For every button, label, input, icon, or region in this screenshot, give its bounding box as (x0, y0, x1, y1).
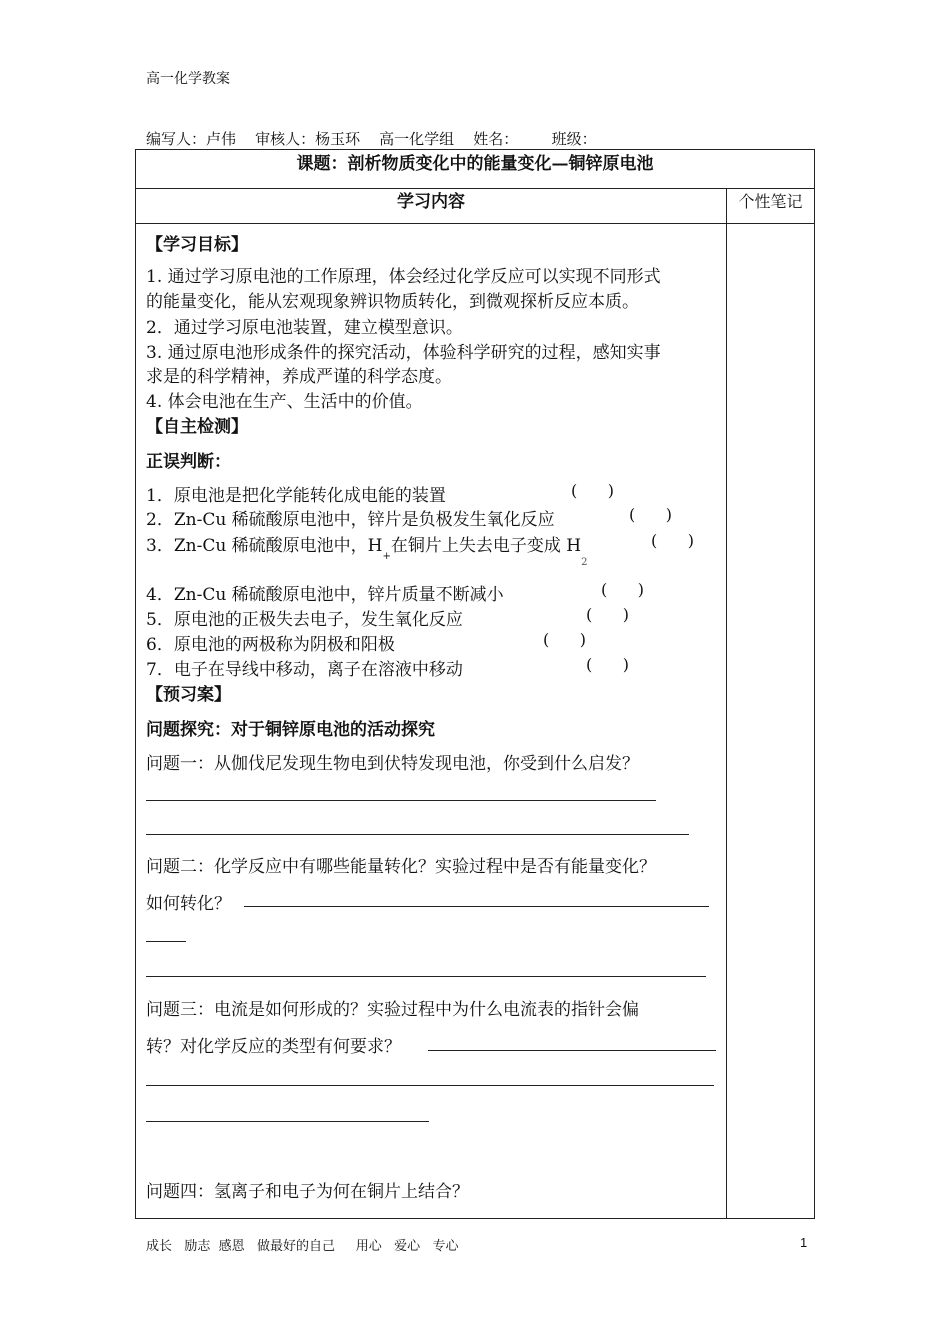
judgement-item-2: 2．Zn-Cu 稀硫酸原电池中，锌片是负极发生氧化反应 (146, 510, 555, 530)
footer-motto: 成长 励志 感恩 做最好的自己 用心 爱心 专心 (146, 1239, 459, 1254)
item-3-text-a: 3．Zn-Cu 稀硫酸原电池中，H (146, 536, 383, 556)
judgement-heading: 正误判断： (146, 452, 231, 472)
answer-blank-5[interactable]: ( ) (586, 605, 629, 624)
judgement-item-7: 7．电子在导线中移动，离子在溶液中移动 (146, 660, 463, 680)
question-1: 问题一：从伽伐尼发现生物电到伏特发现电池，你受到什么启发？ (146, 754, 639, 774)
answer-line-q3-b[interactable] (146, 1085, 714, 1086)
author-line: 编写人：卢伟 审核人：杨玉环 高一化学组 姓名： 班级： (146, 130, 597, 148)
column-divider (726, 189, 727, 1218)
column-header-content: 学习内容 (397, 192, 465, 212)
inquiry-heading: 问题探究：对于铜锌原电池的活动探究 (146, 720, 435, 740)
goal-3-line-1: 3. 通过原电池形成条件的探究活动，体验科学研究的过程，感知实事 (146, 343, 661, 363)
answer-blank-7[interactable]: ( ) (586, 655, 629, 674)
answer-line-q2-b[interactable] (146, 941, 186, 942)
hydrogen-charge: + (382, 551, 391, 562)
answer-blank-2[interactable]: ( ) (629, 505, 672, 524)
answer-line-q2-c[interactable] (146, 976, 706, 977)
goal-2: 2．通过学习原电池装置，建立模型意识。 (146, 318, 463, 338)
answer-blank-6[interactable]: ( ) (543, 630, 586, 649)
goal-1-line-2: 的能量变化，能从宏观现象辨识物质转化，到微观探析反应本质。 (146, 292, 639, 312)
answer-blank-4[interactable]: ( ) (601, 580, 644, 599)
hydrogen-subscript: 2 (581, 557, 588, 568)
goal-4: 4. 体会电池在生产、生活中的价值。 (146, 392, 423, 412)
question-3-line-2: 转？对化学反应的类型有何要求？ (146, 1037, 401, 1057)
judgement-item-6: 6．原电池的两极称为阴极和阳极 (146, 635, 395, 655)
question-4: 问题四：氢离子和电子为何在铜片上结合？ (146, 1182, 469, 1202)
selfcheck-heading: 【自主检测】 (146, 417, 248, 437)
goals-heading: 【学习目标】 (146, 235, 248, 255)
question-2-line-2: 如何转化？ (146, 894, 231, 914)
question-2-line-1: 问题二：化学反应中有哪些能量转化？实验过程中是否有能量变化？ (146, 857, 656, 877)
lesson-topic: 课题：剖析物质变化中的能量变化—铜锌原电池 (136, 150, 814, 189)
document-header: 高一化学教案 (146, 71, 230, 87)
answer-blank-3[interactable]: ( ) (651, 531, 694, 550)
lesson-table (135, 149, 815, 1219)
judgement-item-5: 5．原电池的正极失去电子，发生氧化反应 (146, 610, 463, 630)
answer-line-q3-a[interactable] (428, 1050, 716, 1051)
answer-blank-1[interactable]: ( ) (571, 481, 614, 500)
answer-line-q1-b[interactable] (146, 834, 689, 835)
goal-1-line-1: 1. 通过学习原电池的工作原理，体会经过化学反应可以实现不同形式 (146, 267, 661, 287)
judgement-item-3 (146, 531, 588, 568)
answer-line-q3-c[interactable] (146, 1121, 429, 1122)
judgement-item-4: 4．Zn-Cu 稀硫酸原电池中，锌片质量不断减小 (146, 585, 504, 605)
answer-line-q2-a[interactable] (244, 906, 709, 907)
goal-3-line-2: 求是的科学精神，养成严谨的科学态度。 (146, 367, 452, 387)
preview-heading: 【预习案】 (146, 685, 231, 705)
column-header-notes: 个性笔记 (738, 192, 803, 211)
answer-line-q1-a[interactable] (146, 800, 656, 801)
page-number: 1 (800, 1235, 808, 1250)
item-3-text-b: 在铜片上失去电子变成 H (390, 536, 582, 556)
judgement-item-1: 1．原电池是把化学能转化成电能的装置 (146, 486, 446, 506)
question-3-line-1: 问题三：电流是如何形成的？实验过程中为什么电流表的指针会偏 (146, 1000, 639, 1020)
table-header-row (136, 189, 814, 224)
